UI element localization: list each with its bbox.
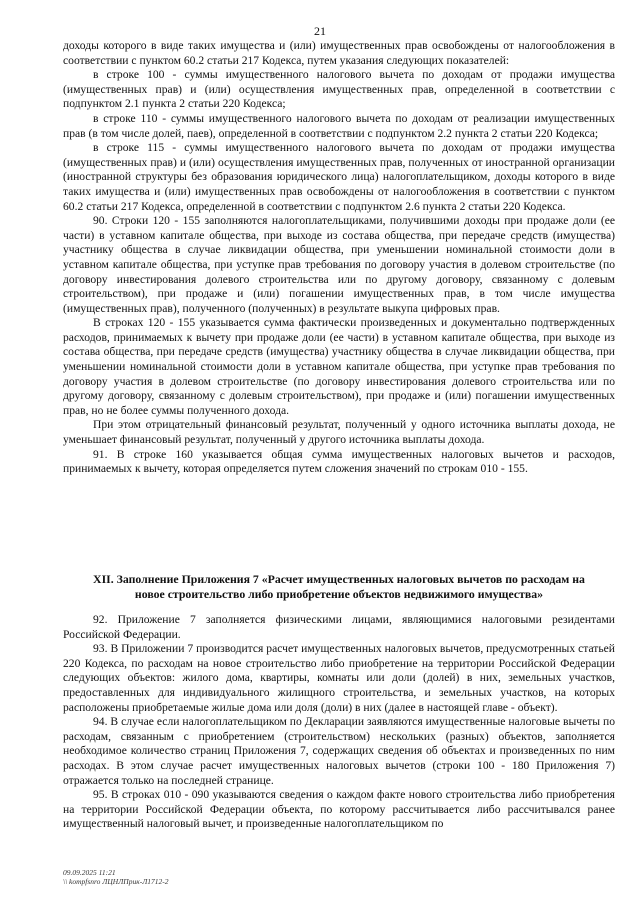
- section-heading: XII. Заполнение Приложения 7 «Расчет имущественных налоговых вычетов по расходам на новое строительство либо приобретение объектов недвижимого имущества»: [93, 572, 585, 601]
- footer-date: 09.09.2025 11:21: [63, 868, 116, 877]
- paragraph: в строке 115 - суммы имущественного налогового вычета по доходам от продажи имущества (имущественных прав) и (или) осуществления имущественных прав, полученных от иностранной организации (иностранной структуры без образования юридического лица) налогоплательщиком, доходы которого в виде таких имущества и (или) имущественных прав освобождены от налогообложения в соответствии с пунктом 60.2 статьи 217 Кодекса, определенной в соответствии с подпунктом 2.6 пункта 2 статьи 220 Кодекса.: [63, 141, 615, 213]
- page-number: 21: [314, 24, 326, 38]
- paragraph: 92. Приложение 7 заполняется физическими лицами, являющимися налоговыми резидентами Российской Федерации.: [63, 613, 615, 641]
- paragraph: 95. В строках 010 - 090 указываются сведения о каждом факте нового строительства либо приобретения на территории Российской Федерации объекта, по которому рассчитывается либо рассчитывался ранее имущественный налоговый вычет, и произведенные налогоплательщиком по: [63, 788, 615, 831]
- paragraph: 91. В строке 160 указывается общая сумма имущественных налоговых вычетов и расходов, принимаемых к вычету, которая определяется путем сложения значений по строкам 010 - 155.: [63, 447, 615, 476]
- body-text-top: [63, 39, 615, 477]
- paragraph: В строках 120 - 155 указывается сумма фактически произведенных и документально подтвержденных расходов, принимаемых к вычету при продаже доли (ее части) в уставном капитале общества, при выходе из состава общества, при передаче средств (имущества) участнику общества в случае ликвидации общества, при уменьшении номинальной стоимости доли в уставном капитале общества, при уступке прав требования по договору участия в долевом строительстве (по договору инвестирования долевого строительства или по другому договору, связанному с долевым строительством), при продаже и (или) погашении имущественных прав, но не более суммы полученного дохода.: [63, 316, 615, 417]
- paragraph: 90. Строки 120 - 155 заполняются налогоплательщиками, получившими доходы при продаже доли (ее части) в уставном капитале общества, при выходе из состава общества, при передаче средств (имущества) участнику общества в случае ликвидации общества, при уменьшении номинальной стоимости доли в уставном капитале общества, при уступке прав требования по договору участия в долевом строительстве (по договору инвестирования долевого строительства или по другому договору, связанному с долевым строительством), при продаже и (или) погашении имущественных прав, в том числе имущества (имущественных прав), полученного (полученных) в результате выкупа цифровых прав.: [63, 214, 615, 315]
- paragraph: в строке 110 - суммы имущественного налогового вычета по доходам от реализации имущественных прав (в том числе долей, паев), определенной в соответствии с подпунктом 2.2 пункта 2 статьи 220 Кодекса;: [63, 111, 615, 140]
- paragraph: 93. В Приложении 7 производится расчет имущественных налоговых вычетов, предусмотренных статьей 220 Кодекса, по расходам на новое строительство либо приобретение на территории Российской Федерации следующих объектов: жилого дома, квартиры, комнаты или доли (долей) в них, земельных участков, предоставленных для индивидуального жилищного строительства, и земельных участков, на которых расположены приобретаемые жилые дома или доля (доли) в них (далее в настоящей главе - объект).: [63, 642, 615, 714]
- paragraph: доходы которого в виде таких имущества и (или) имущественных прав освобождены от налогообложения в соответствии с пунктом 60.2 статьи 217 Кодекса, путем указания следующих показателей:: [63, 39, 615, 67]
- paragraph: 94. В случае если налогоплательщиком по Декларации заявляются имущественные налоговые вычеты по расходам, связанным с приобретением (строительством) нескольких (разных) объектов, заполняется необходимое количество страниц Приложения 7, содержащих сведения об объектах и произведенных по ним расходах. В этом случае расчет имущественных налоговых вычетов (строки 100 - 180 Приложения 7) отражается только на последней странице.: [63, 715, 615, 787]
- body-text-bottom: [63, 613, 615, 832]
- paragraph: При этом отрицательный финансовый результат, полученный у одного источника выплаты дохода, не уменьшает финансовый результат, полученный у другого источника выплаты дохода.: [63, 418, 615, 447]
- footer-code: \\ kompfsnro ЛЦНЛПрик-Л1712-2: [63, 877, 169, 886]
- footer: [63, 868, 169, 886]
- paragraph: в строке 100 - суммы имущественного налогового вычета по доходам от продажи имущества (имущественных прав) и (или) осуществления имущественных прав, определенной в соответствии с подпунктом 2.1 пункта 2 статьи 220 Кодекса;: [63, 68, 615, 111]
